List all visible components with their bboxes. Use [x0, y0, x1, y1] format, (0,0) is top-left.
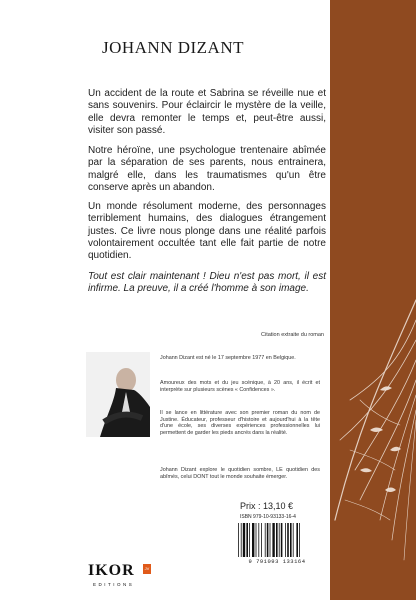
barcode-digits: 9 791093 133164 — [232, 558, 322, 565]
author-name: JOHANN DIZANT — [101, 38, 244, 57]
bio-paragraph-2: Amoureux des mots et du jeu scénique, à 20 ans, il écrit et interprète sur plusieurs scènes « Confidences ». — [160, 380, 320, 393]
novel-quote: Tout est clair maintenant ! Dieu n'est pas mort, il est infirme. La preuve, il a créé l'homme à son image. — [88, 271, 326, 295]
price-label: Prix : 13,10 € — [240, 501, 294, 511]
synopsis-paragraph-1: Un accident de la route et Sabrina se réveille nue et sans souvenirs. Pour éclaircir le mystère de la veille, elle devra remonter le temps et, peut-être aussi, visiter son passé. — [88, 88, 326, 136]
isbn-label: ISBN 979-10-93133-16-4 — [240, 514, 296, 520]
publisher-name: IKOR — [88, 562, 135, 579]
bio-paragraph-4: Johann Dizant explore le quotidien sombre, LE quotidien des abîmés, celui DONT tout le monde souhaite émerger. — [160, 467, 320, 480]
publisher-sub: EDITIONS — [93, 582, 135, 587]
bio-paragraph-3: Il se lance en littérature avec son premier roman du nom de Justine. Éducateur, professeur d'histoire et aujourd'hui à la tête d'une école, ses diverses expériences professionnelles lui permettent de garder les pieds ancrés dans la réalité. — [160, 410, 320, 436]
publisher-logo — [88, 562, 158, 594]
synopsis-paragraph-2: Notre héroïne, une psychologue trentenaire abîmée par la séparation de ses parents, nous entrainera, malgré elle, dans les traumatismes qu'un être conserve après un abandon. — [88, 145, 326, 193]
quote-source: Citation extraite du roman — [261, 332, 324, 338]
bio-paragraph-1: Johann Dizant est né le 17 septembre 1977 en Belgique. — [160, 355, 296, 361]
decorative-sidebar — [330, 0, 416, 600]
synopsis-paragraph-3: Un monde résolument moderne, des personnages terriblement humains, des dialogues étrangement justes. Ce livre nous plonge dans une réalité parfois volontairement occultée tant elle fait partie de notre quotidien. — [88, 201, 326, 262]
author-photo — [86, 352, 150, 437]
publisher-badge: JV — [143, 564, 151, 574]
feather-decoration — [330, 0, 416, 600]
